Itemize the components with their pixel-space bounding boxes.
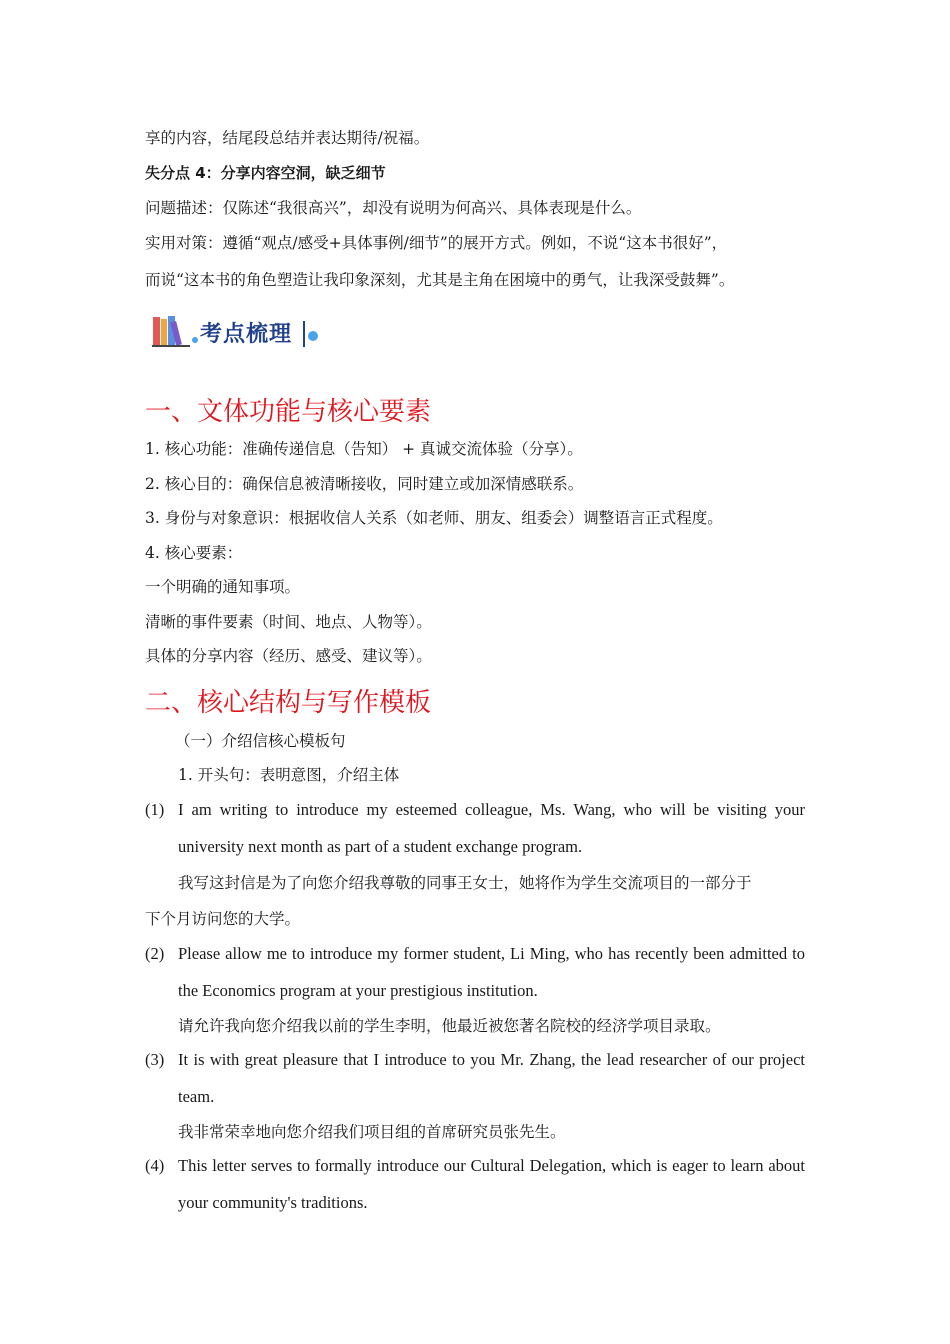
point4-problem: 问题描述：仅陈述“我很高兴”，却没有说明为何高兴、具体表现是什么。 bbox=[145, 199, 642, 217]
section2-sub2: 1. 开头句：表明意图，介绍主体 bbox=[178, 766, 400, 784]
section1-item-3: 3. 身份与对象意识：根据收信人关系（如老师、朋友、组委会）调整语言正式程度。 bbox=[145, 509, 723, 527]
section1-item-1: 1. 核心功能：准确传递信息（告知） + 真诚交流体验（分享）。 bbox=[145, 440, 583, 458]
example-3-en-line1: It is with great pleasure that I introduce to you Mr. Zhang, the lead researcher of our project bbox=[178, 1050, 805, 1069]
section2-heading: 二、核心结构与写作模板 bbox=[145, 688, 432, 718]
example-1-en-line2: university next month as part of a student exchange program. bbox=[178, 837, 583, 856]
example-1-zh-line1: 我写这封信是为了向您介绍我尊敬的同事王女士，她将作为学生交流项目的一部分于 bbox=[178, 874, 752, 892]
section1-item-4: 4. 核心要素： bbox=[145, 544, 243, 562]
example-1-number: (1) bbox=[145, 800, 165, 819]
point4-strategy-line2: 而说“这本书的角色塑造让我印象深刻，尤其是主角在困境中的勇气，让我深受鼓舞”。 bbox=[145, 271, 735, 289]
section-badge bbox=[152, 311, 322, 353]
example-2-en-line1: Please allow me to introduce my former student, Li Ming, who has recently been admitted to bbox=[178, 944, 805, 963]
example-3-zh-line1: 我非常荣幸地向您介绍我们项目组的首席研究员张先生。 bbox=[178, 1123, 566, 1141]
example-2-number: (2) bbox=[145, 944, 165, 963]
intro-tail-text: 享的内容，结尾段总结并表达期待/祝福。 bbox=[145, 129, 430, 147]
badge-cursor-bar bbox=[303, 321, 305, 347]
example-3-en-line2: team. bbox=[178, 1087, 215, 1106]
point4-title: 失分点 4：分享内容空洞，缺乏细节 bbox=[145, 164, 386, 182]
example-2-en-line2: the Economics program at your prestigious institution. bbox=[178, 981, 538, 1000]
example-1-en-line1: I am writing to introduce my esteemed colleague, Ms. Wang, who will be visiting your bbox=[178, 800, 805, 819]
example-4-number: (4) bbox=[145, 1156, 165, 1175]
section1-item-7: 具体的分享内容（经历、感受、建议等）。 bbox=[145, 647, 432, 665]
example-4-en-line2: your community's traditions. bbox=[178, 1193, 368, 1212]
section2-sub1: （一）介绍信核心模板句 bbox=[175, 732, 346, 750]
example-4-en-line1: This letter serves to formally introduce our Cultural Delegation, which is eager to learn about bbox=[178, 1156, 805, 1175]
books-icon bbox=[152, 315, 192, 347]
badge-dot bbox=[308, 331, 318, 341]
example-1-zh-line2: 下个月访问您的大学。 bbox=[145, 910, 301, 928]
section1-item-2: 2. 核心目的：确保信息被清晰接收，同时建立或加深情感联系。 bbox=[145, 475, 584, 493]
section1-item-6: 清晰的事件要素（时间、地点、人物等）。 bbox=[145, 613, 432, 631]
section1-heading: 一、文体功能与核心要素 bbox=[145, 397, 432, 427]
badge-label: 考点梳理 bbox=[200, 322, 293, 347]
example-2-zh-line1: 请允许我向您介绍我以前的学生李明，他最近被您著名院校的经济学项目录取。 bbox=[178, 1017, 721, 1035]
example-3-number: (3) bbox=[145, 1050, 165, 1069]
badge-small-dot bbox=[192, 337, 198, 343]
point4-strategy-line1: 实用对策：遵循“观点/感受+具体事例/细节”的展开方式。例如，不说“这本书很好”， bbox=[145, 234, 728, 252]
section1-item-5: 一个明确的通知事项。 bbox=[145, 578, 301, 596]
